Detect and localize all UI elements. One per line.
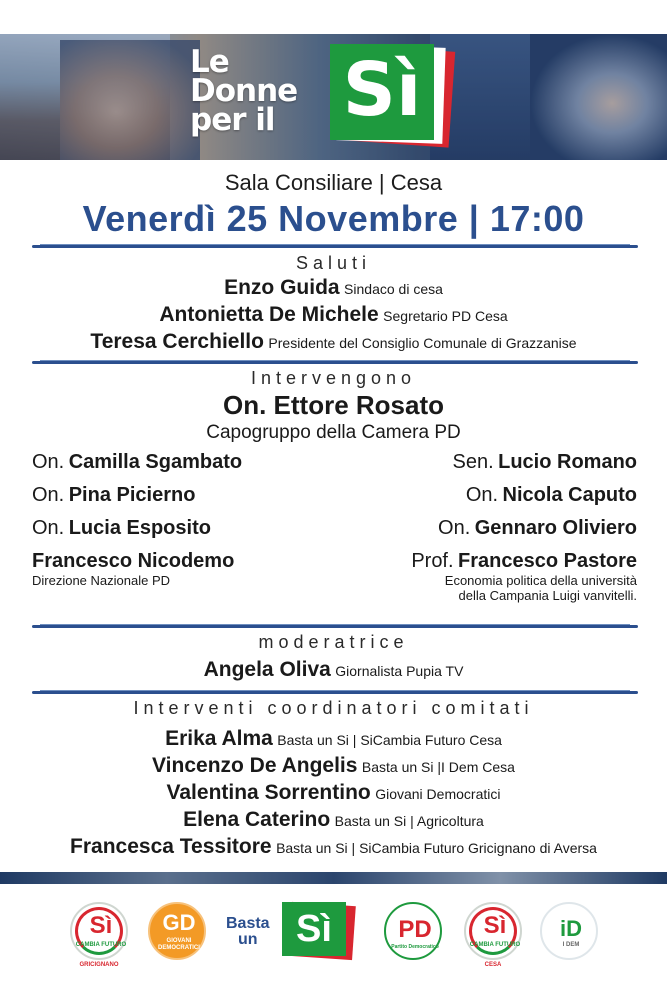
person-name: Francesca Tessitore [70,835,272,858]
venue: Sala Consiliare | Cesa [224,170,443,195]
speaker-right [411,550,637,603]
speaker-right [466,484,637,507]
main-speaker-name: On. Ettore Rosato [222,390,444,420]
logo-line-3: per il [190,102,275,138]
speaker-title: Sen. [452,451,494,473]
speaker-right [438,517,637,540]
person-role: Giornalista Pupia TV [335,663,464,679]
si-logo [330,42,452,146]
person-name: Enzo Guida [224,276,340,299]
coordinatore-person [0,754,667,778]
top-white-strip [0,0,667,34]
logo-line-2: Donne [190,73,298,109]
speaker-name: Nicola Caputo [502,484,637,506]
person-role: Presidente del Consiglio Comunale di Grazzanise [268,335,577,351]
speaker-left [32,451,242,474]
si-logo-text: Sì [342,47,422,133]
speaker-name: Gennaro Oliviero [474,517,637,539]
person-role: Sindaco di cesa [344,281,443,297]
divider [32,624,638,629]
speaker-name: Lucia Esposito [68,517,211,539]
basta-un-si-logo: Basta un Sì [222,902,354,958]
divider [32,244,638,249]
person-name: Elena Caterino [183,808,331,831]
person-role: Basta un Si | SiCambia Futuro Cesa [277,732,502,748]
coordinatore-person [0,835,667,859]
coordinatore-person [0,727,667,751]
event-logo-text [190,44,340,138]
person-role: Basta un Si | SiCambia Futuro Gricignano di Aversa [276,840,597,856]
section-title-moderatrice: moderatrice [258,632,409,652]
person-role: Basta un Si |I Dem Cesa [361,759,515,775]
speaker-name: Pina Picierno [68,484,196,506]
speaker-title: On. [32,451,65,473]
speaker-name: Lucio Romano [498,451,637,473]
person-role: Basta un Si | Agricoltura [334,813,484,829]
speaker-role-line-2: della Campania Luigi vanvitelli. [458,588,637,603]
footer-photo-band [0,872,667,884]
person-name: Valentina Sorrentino [166,781,371,804]
speaker-role-line-1: Economia politica della università [444,573,637,588]
section-title-coordinatori: Interventi coordinatori comitati [133,698,534,718]
person-name: Angela Oliva [203,658,331,681]
coordinatore-person [0,808,667,832]
saluti-person [0,303,667,327]
speaker-right [453,451,638,474]
person-role: Segretario PD Cesa [383,308,508,324]
person-name: Erika Alma [165,727,273,750]
si-cambia-futuro-gricignano-logo: Sì CAMBIA FUTURO [70,902,128,960]
speaker-title: On. [32,484,65,506]
coordinatore-person [0,781,667,805]
partito-democratico-logo: PD Partito Democratico [384,902,442,960]
logo-line-1: Le [190,44,229,80]
logo-caption: CESA [484,962,502,968]
person-name: Teresa Cerchiello [90,330,264,353]
speaker-role: Direzione Nazionale PD [32,573,171,588]
date-time: Venerdì 25 Novembre | 17:00 [82,198,585,239]
speaker-title: Prof. [411,550,454,572]
section-title-saluti: Saluti [295,253,372,273]
speaker-name: Francesco Nicodemo [32,550,235,572]
speaker-name: Francesco Pastore [458,550,637,572]
speaker-left [32,484,195,507]
i-dem-logo: iD I DEM [540,902,598,960]
divider [32,360,638,365]
speaker-title: On. [465,484,499,506]
speaker-left [32,517,211,540]
si-cambia-futuro-cesa-logo: Sì CAMBIA FUTURO [464,902,522,960]
saluti-person [0,330,667,354]
saluti-person [0,276,667,300]
person-name: Antonietta De Michele [159,303,379,326]
person-name: Vincenzo De Angelis [152,754,358,777]
speaker-title: On. [438,517,471,539]
main-speaker-role: Capogruppo della Camera PD [206,422,461,443]
logo-caption: GRICIGNANO [79,962,119,968]
moderatrice-person [0,658,667,682]
speaker-title: On. [32,517,65,539]
speaker-name: Camilla Sgambato [68,451,243,473]
person-role: Giovani Democratici [375,786,501,802]
giovani-democratici-logo: GD GIOVANI DEMOCRATICI [148,902,206,960]
section-title-intervengono: Intervengono [250,368,417,388]
divider [32,690,638,695]
speaker-left [32,550,234,588]
